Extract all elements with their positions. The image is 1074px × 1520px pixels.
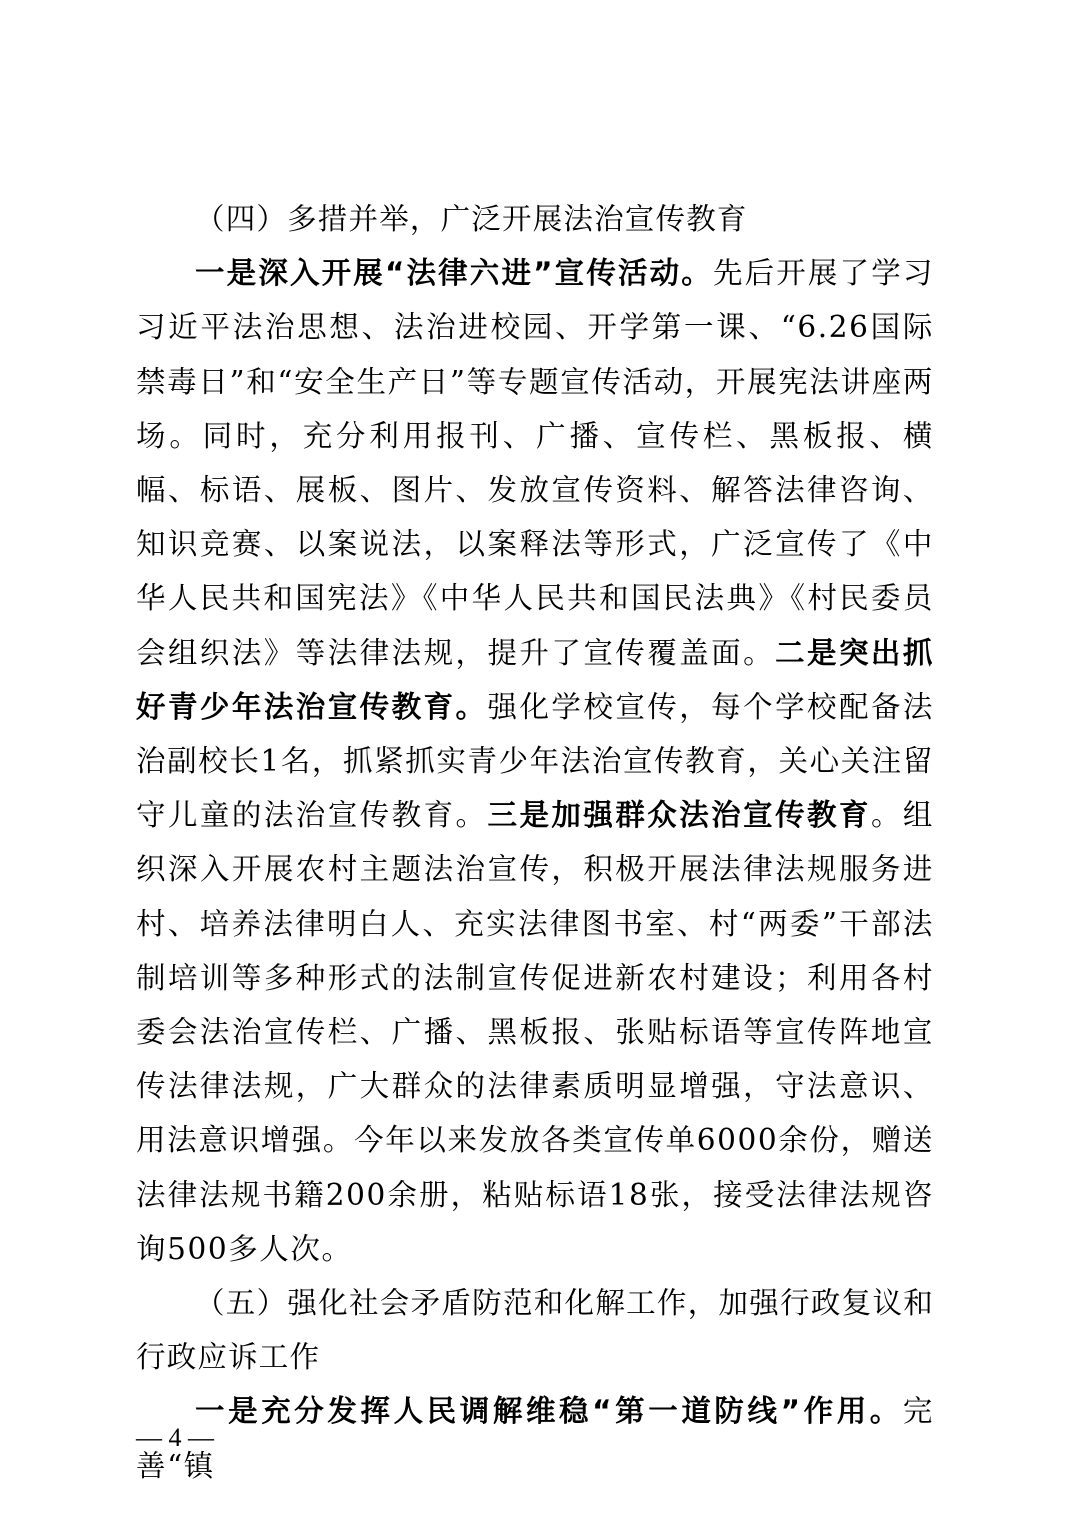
section-5-heading xyxy=(136,1276,934,1384)
section-5-heading-text: （五）强化社会矛盾防范和化解工作，加强行政复议和行政应诉工作 xyxy=(136,1286,934,1375)
section-4-heading-text: （四）多措并举，广泛开展法治宣传教育 xyxy=(195,202,748,236)
page-number: — 4 — xyxy=(136,1423,214,1452)
section-4-item-3-title: 三是加强群众法治宣传教育 xyxy=(487,798,871,833)
section-5-item-1-text: 完善“镇 xyxy=(136,1394,934,1483)
section-4-heading xyxy=(136,192,934,246)
section-4-item-3-text: 。组织深入开展农村主题法治宣传，积极开展法律法规服务进村、培养法律明白人、充实法律图书室、村“两委”干部法制培训等多种形式的法制宣传促进新农村建设；利用各村委会法治宣传栏、广播、黑板报、张贴标语等宣传阵地宣传法律法规，广大群众的法律素质明显增强，守法意识、用法意识增强。今年以来发放各类宣传单6000余份，赠送法律法规书籍200余册，粘贴标语18张，接受法律法规咨询500多人次。 xyxy=(136,798,935,1266)
document-body xyxy=(136,192,934,1493)
section-4-item-1-text: 先后开展了学习习近平法治思想、法治进校园、开学第一课、“6.26国际禁毒日”和“安全生产日”等专题宣传活动，开展宪法讲座两场。同时，充分利用报刊、广播、宣传栏、黑板报、横幅、标语、展板、图片、发放宣传资料、解答法律咨询、知识竞赛、以案说法，以案释法等形式，广泛宣传了《中华人民共和国宪法》《中华人民共和国民法典》《村民委员会组织法》等法律法规，提升了宣传覆盖面。 xyxy=(136,256,934,670)
section-4-paragraph xyxy=(136,246,934,1276)
section-4-item-2-text: 强化学校宣传，每个学校配备法治副校长1名，抓紧抓实青少年法治宣传教育，关心关注留守儿童的法治宣传教育。 xyxy=(136,689,934,833)
section-5-paragraph xyxy=(136,1384,934,1492)
section-4-item-1-title: 一是深入开展“法律六进”宣传活动。 xyxy=(195,256,713,291)
section-4-item-2-title: 二是突出抓好青少年法治宣传教育。 xyxy=(136,635,934,724)
section-5-item-1-title: 一是充分发挥人民调解维稳“第一道防线”作用。 xyxy=(195,1394,903,1429)
